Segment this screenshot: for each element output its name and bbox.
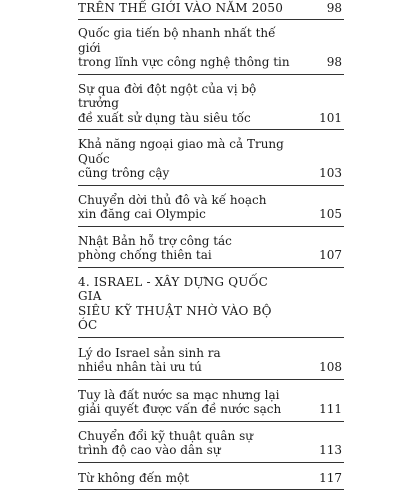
- toc-page-number: 113: [319, 443, 342, 458]
- toc-entry-title: Khả năng ngoại giao mà cả Trung Quốc cũng trông cậy: [78, 137, 293, 181]
- toc-entry: [78, 346, 344, 380]
- toc-chapter-title: 4. ISRAEL - XÂY DỰNG QUỐC GIA SIÊU KỸ THUẬT NHỜ VÀO BỘ ÓC: [78, 275, 293, 333]
- toc-entry-title: Nhật Bản hỗ trợ công tác phòng chống thiên tai: [78, 234, 293, 263]
- toc-entry-title: Chuyển dời thủ đô và kế hoạch xin đăng cai Olympic: [78, 193, 293, 222]
- toc-page-number: 107: [319, 248, 342, 263]
- toc-entry: [78, 429, 344, 463]
- toc-entry: [78, 82, 344, 131]
- toc-entry: [78, 137, 344, 186]
- toc-page-number: 117: [319, 471, 342, 486]
- toc-entry-title: Sự qua đời đột ngột của vị bộ trưởng đề xuất sử dụng tàu siêu tốc: [78, 82, 293, 126]
- toc-page-number: 98: [327, 1, 342, 16]
- toc-entry-title: TRÊN THẾ GIỚI VÀO NĂM 2050: [78, 0, 293, 15]
- toc-entry: [78, 388, 344, 422]
- toc-page-number: 98: [327, 55, 342, 70]
- toc-entry-title: Chuyển đổi kỹ thuật quân sự trình độ cao vào dân sự: [78, 429, 293, 458]
- toc-entry: [78, 234, 344, 268]
- toc-page-number: 101: [319, 111, 342, 126]
- toc-entry-title: Quốc gia tiến bộ nhanh nhất thế giới trong lĩnh vực công nghệ thông tin: [78, 26, 293, 70]
- toc-chapter-heading: [78, 275, 344, 338]
- toc-entry: [78, 193, 344, 227]
- toc-entry-title: Lý do Israel sản sinh ra nhiều nhân tài ưu tú: [78, 346, 293, 375]
- toc-page-number: 108: [319, 360, 342, 375]
- toc-entry: [78, 26, 344, 75]
- toc-page-number: 103: [319, 166, 342, 181]
- toc-entry-title: Tuy là đất nước sa mạc nhưng lại giải quyết được vấn đề nước sạch: [78, 388, 293, 417]
- toc-entry: [78, 0, 344, 20]
- toc-page-number: 111: [319, 402, 342, 417]
- toc-page-number: 105: [319, 207, 342, 222]
- toc-entry-title: Từ không đến một: [78, 471, 293, 486]
- toc-entry: [78, 471, 344, 490]
